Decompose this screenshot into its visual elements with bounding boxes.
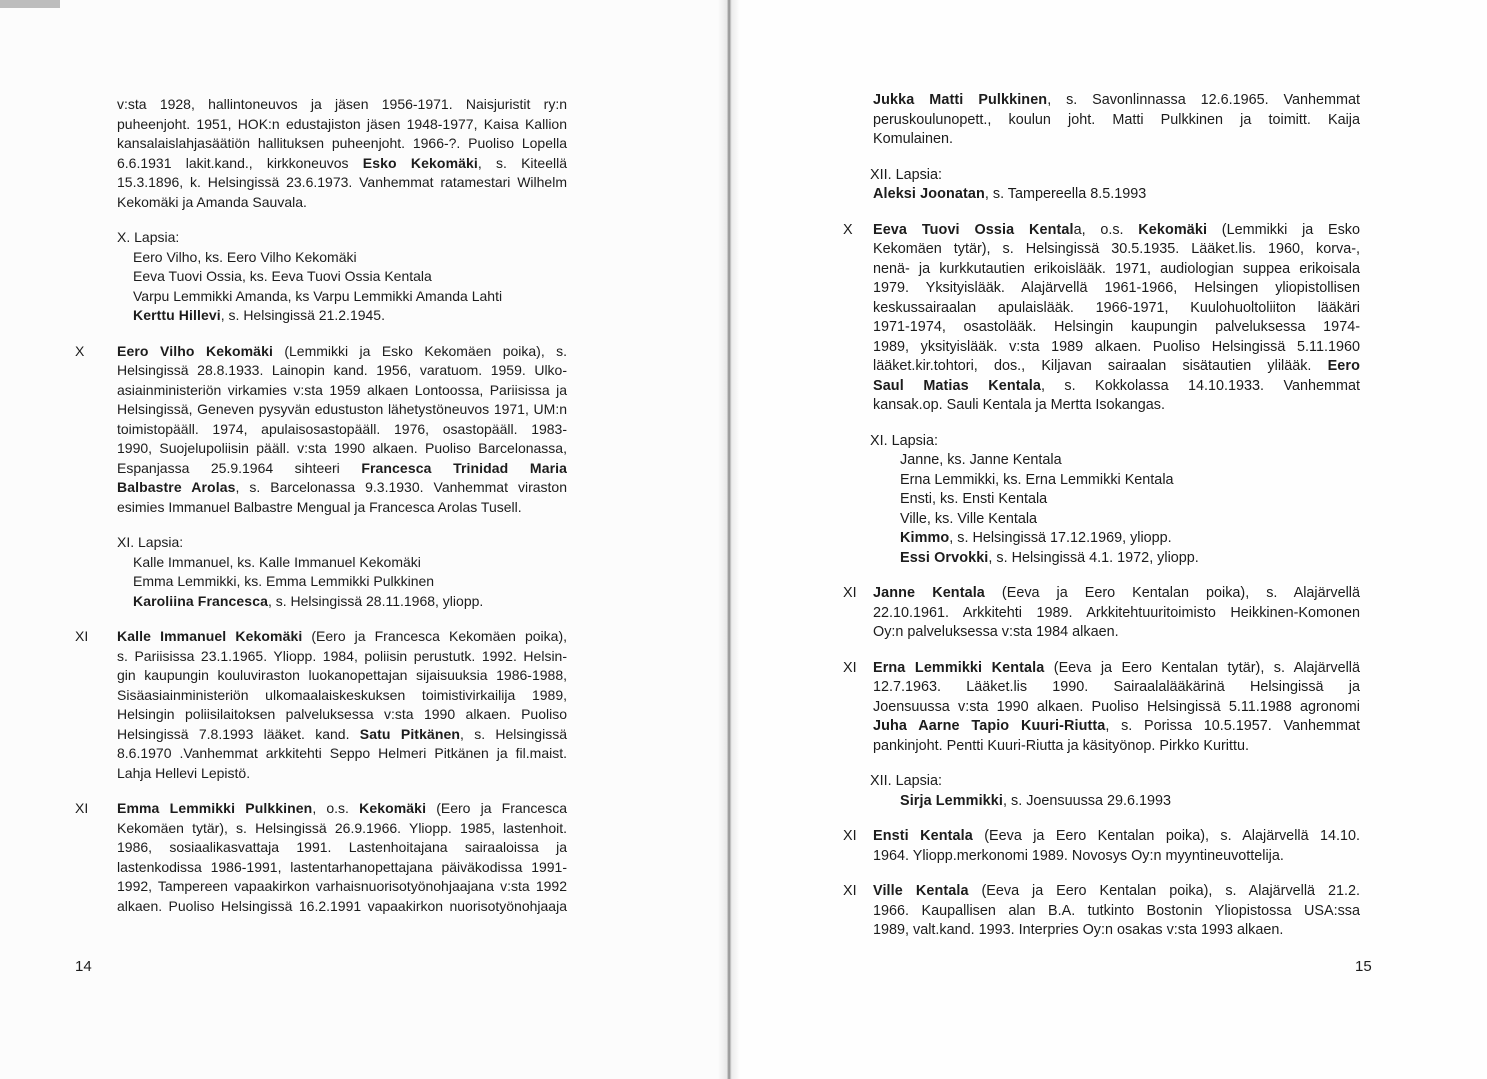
text-line: esimies Immanuel Balbastre Mengual ja Francesca Arolas Tusell.	[117, 498, 522, 515]
text-run: , s. Tampereella 8.5.1993	[984, 186, 1147, 202]
bold-name: Kerttu Hillevi	[133, 307, 221, 323]
bold-name: Janne Kentala	[873, 585, 985, 601]
text-line	[873, 827, 1360, 847]
children-heading: X. Lapsia:	[117, 229, 180, 245]
bold-name: Karoliina Francesca	[133, 592, 268, 609]
text-line: 1964. Yliopp.merkonomi 1989. Novosys Oy:n myyntineuvottelija.	[873, 847, 1284, 864]
text-line: Helsingissä 28.8.1933. Lainopin kand. 1956, varatuom. 1959. Ulko-	[117, 362, 567, 378]
page-number: 14	[75, 958, 92, 975]
text-run: (Eeva ja Eero Kentalan poika), s. Alajärvellä	[984, 585, 1361, 601]
text-line	[873, 659, 1360, 679]
text-line	[873, 221, 1360, 241]
text-line: kansak.op. Sauli Kentala ja Mertta Isokangas.	[873, 397, 1165, 413]
child-item	[873, 792, 1360, 812]
bold-name: Satu Pitkänen	[359, 725, 461, 742]
children-heading: XII. Lapsia:	[870, 773, 942, 789]
text-run: (Lemmikki ja Esko Kekomäen poika), s.	[272, 342, 568, 359]
text-run: a, o.s.	[1073, 221, 1139, 238]
genealogy-entry	[843, 584, 1361, 643]
bold-name: Jukka Matti Pulkkinen	[873, 92, 1048, 108]
text-line: Lahja Hellevi Lepistö.	[117, 764, 251, 781]
text-line: alkaen. Puoliso Helsingissä 16.2.1991 vapaakirkon nuorisotyönohjaaja	[117, 897, 567, 914]
text-line: 1990, Suojelupoliisin pääll. v:sta 1990 alkaen. Puoliso Barcelonassa,	[117, 440, 567, 456]
bold-name: Ville Kentala	[873, 883, 969, 899]
bold-name: Erna Lemmikki Kentala	[873, 659, 1045, 676]
text-line: asiainministeriön virkamies v:sta 1959 alkaen Lontoossa, Pariisissa ja	[117, 381, 567, 398]
text-line: 1989, yksityislääk. v:sta 1989 alkaen. Puoliso Helsingissä 5.11.1960	[873, 338, 1360, 355]
text-line: Helsingin poliisilaitoksen palveluksessa v:sta 1990 alkaen. Puoliso	[117, 706, 567, 722]
text-line: 1979. Yksityislääk. Alajärvellä 1961-1966, Helsingen yliopistollisen	[873, 280, 1360, 296]
text-run: (Eero ja Francesca Kekomäen poika),	[302, 628, 567, 644]
text-line	[117, 725, 567, 745]
text-run: , s. Porissa 10.5.1957. Vanhemmat	[1105, 718, 1360, 734]
bold-name: Sirja Lemmikki	[900, 792, 1003, 809]
text-line	[873, 91, 1360, 111]
bold-name: Essi Orvokki	[900, 549, 989, 566]
children-heading: XII. Lapsia:	[870, 166, 942, 183]
text-line: toimistopääll. 1974, apulaisosastopääll. 1976, osastopääll. 1983-	[117, 420, 567, 437]
text-line: kansalaislahjasäätiön hallituksen puheenjoht. 1966-?. Puoliso Lopella	[117, 135, 567, 151]
text-line: pankinjoht. Pentti Kuuri-Riutta ja käsityönop. Pirkko Kurittu.	[873, 737, 1249, 754]
generation-marker: XI	[843, 659, 857, 676]
bold-name: Kimmo	[900, 530, 950, 546]
child-item: Janne, ks. Janne Kentala	[900, 452, 1062, 468]
text-line	[873, 584, 1360, 604]
generation-marker: XI	[843, 883, 857, 899]
text-run: (Eeva ja Eero Kentalan tytär), s. Alajärvellä	[1044, 659, 1360, 676]
text-line	[117, 627, 567, 647]
text-line: lastenkodissa 1986-1991, lastentarhanopettajana päiväkodissa 1991-	[117, 858, 567, 875]
text-line: Oy:n palveluksessa v:sta 1984 alkaen.	[873, 624, 1119, 640]
text-line: puheenjoht. 1951, HOK:n edustajiston jäsen 1948-1977, Kaisa Kallion	[117, 115, 567, 132]
children-heading: XI. Lapsia:	[870, 432, 938, 449]
text-line: v:sta 1928, hallintoneuvos ja jäsen 1956-1971. Naisjuristit ry:n	[117, 96, 567, 112]
children-list	[117, 228, 567, 326]
text-line: 22.10.1961. Arkkitehti 1989. Arkkitehtuuritoimisto Heikkinen-Komonen	[873, 604, 1360, 621]
genealogy-entry	[75, 799, 567, 916]
text-run: , s. Helsingissä	[460, 725, 567, 742]
genealogy-entry	[843, 882, 1360, 941]
text-line	[873, 377, 1360, 397]
text-run: 6.6.1931 lakit.kand., kirkkoneuvos	[117, 154, 363, 171]
bold-name: Emma Lemmikki Pulkkinen	[117, 800, 313, 816]
book-spine	[718, 0, 740, 1079]
bold-name: Kekomäki	[1138, 221, 1208, 238]
left-page	[0, 0, 728, 1079]
bold-name: Francesca Trinidad Maria	[361, 459, 568, 476]
child-item: Varpu Lemmikki Amanda, ks Varpu Lemmikki Amanda Lahti	[133, 287, 503, 304]
child-item: Emma Lemmikki, ks. Emma Lemmikki Pulkkinen	[133, 573, 435, 589]
bold-name: Balbastre Arolas	[117, 479, 236, 495]
generation-marker: XI	[843, 585, 857, 601]
text-run: , s. Joensuussa 29.6.1993	[1003, 792, 1172, 809]
text-line	[873, 882, 1360, 902]
bold-name: Esko Kekomäki	[362, 154, 478, 171]
text-line: Sisäasiainministeriön ulkomaalaiskeskuksen toimistivirkailija 1989,	[117, 686, 567, 703]
text-line: 1971-1974, osastolääk. Helsingin kaupungin palveluksessa 1974-	[873, 319, 1360, 335]
bold-name: Eeva Tuovi Ossia Kental	[873, 221, 1074, 238]
genealogy-entry	[75, 342, 568, 518]
children-heading: XI. Lapsia:	[117, 534, 184, 550]
children-list	[870, 772, 1360, 811]
generation-marker: XI	[843, 828, 857, 844]
bold-name: Aleksi Joonatan	[873, 186, 985, 202]
text-run: , s. Savonlinnassa 12.6.1965. Vanhemmat	[1047, 92, 1361, 108]
text-line	[873, 717, 1360, 737]
text-run: (Eeva ja Eero Kentalan poika), s. Alajärvellä 21.2.	[968, 883, 1360, 899]
text-line: 15.3.1896, k. Helsingissä 23.6.1973. Vanhemmat ratamestari Wilhelm	[117, 174, 567, 190]
text-run: , s. Helsingissä 4.1. 1972, yliopp.	[988, 549, 1199, 566]
child-item	[873, 529, 1360, 549]
text-line	[117, 459, 567, 479]
right-page-text	[843, 91, 1361, 957]
scan-edge	[0, 0, 60, 8]
text-line: 1992, Tampereen vapaakirkon varhaisnuorisotyönohjaajana v:sta 1992	[117, 878, 567, 894]
child-item: Erna Lemmikki, ks. Erna Lemmikki Kentala	[900, 471, 1174, 488]
text-line	[873, 357, 1360, 377]
generation-marker: XI	[75, 628, 89, 644]
text-line: Joensuussa v:sta 1990 alkaen. Puoliso Helsingissä 5.11.1988 agronomi	[873, 698, 1360, 715]
genealogy-entry	[843, 221, 1361, 416]
text-run: Espanjassa 25.9.1964 sihteeri	[117, 459, 362, 476]
genealogy-entry	[843, 659, 1360, 757]
text-line: gin kaupungin kouluviraston luokanopettajan sijaisuuksia 1986-1988,	[117, 667, 567, 683]
page-number: 15	[1355, 958, 1372, 975]
generation-marker: X	[843, 221, 853, 238]
child-item: Ville, ks. Ville Kentala	[900, 510, 1038, 527]
child-item	[117, 306, 567, 326]
children-list	[870, 166, 1360, 205]
child-item	[117, 592, 567, 612]
text-line: Kekomäki ja Amanda Sauvala.	[117, 193, 307, 210]
bold-name: Juha Aarne Tapio Kuuri-Riutta	[873, 718, 1106, 734]
genealogy-entry	[873, 91, 1360, 150]
text-run: , s. Kiteellä	[477, 154, 568, 171]
text-line	[117, 799, 567, 819]
text-line	[117, 342, 567, 362]
text-run: , s. Barcelonassa 9.3.1930. Vanhemmat viraston	[235, 479, 568, 495]
right-page	[728, 0, 1487, 1079]
text-line: 1966. Kaupallisen alan B.A. tutkinto Bostonin Yliopistossa USA:ssa	[873, 902, 1360, 919]
child-item: Eeva Tuovi Ossia, ks. Eeva Tuovi Ossia Kentala	[133, 268, 432, 284]
text-line	[117, 478, 567, 498]
text-line: Kekomäen tytär), s. Helsingissä 26.9.1966. Yliopp. 1985, lastenhoit.	[117, 819, 567, 836]
text-run: (Eero ja Francesca	[426, 800, 567, 816]
child-item	[873, 549, 1360, 569]
generation-marker: XI	[75, 800, 89, 816]
text-line: 1986, sosiaalikasvattaja 1991. Lastenhoitajana sairaaloissa ja	[117, 839, 567, 855]
text-run: , o.s.	[312, 800, 360, 816]
bold-name: Eero Vilho Kekomäki	[117, 342, 273, 359]
text-run: , s. Helsingissä 28.11.1968, yliopp.	[267, 592, 484, 609]
text-run: , s. Helsingissä 17.12.1969, yliopp.	[949, 530, 1172, 546]
text-run: , s. Kokkolassa 14.10.1933. Vanhemmat	[1040, 377, 1360, 394]
child-item: Ensti, ks. Ensti Kentala	[900, 491, 1048, 507]
text-line: Komulainen.	[873, 131, 953, 147]
left-page-text	[75, 95, 568, 932]
bold-name: Eero	[1327, 358, 1360, 374]
bold-name: Saul Matias Kentala	[873, 377, 1041, 394]
children-list	[870, 432, 1360, 569]
genealogy-entry	[75, 627, 567, 783]
text-line: peruskoulunopett., koulun joht. Matti Pulkkinen ja toimitt. Kaija	[873, 111, 1360, 128]
text-run: , s. Helsingissä 21.2.1945.	[220, 307, 385, 323]
text-line: keskussairaalan apulaislääk. 1966-1971, Kuulohuoltoliiton lääkäri	[873, 299, 1360, 316]
text-line: 1989, valt.kand. 1993. Interpries Oy:n osakas v:sta 1993 alkaen.	[873, 922, 1284, 938]
genealogy-entry	[117, 95, 567, 212]
bold-name: Ensti Kentala	[873, 828, 973, 844]
genealogy-entry	[843, 827, 1360, 866]
text-line	[117, 154, 567, 174]
text-run: (Lemmikki ja Esko	[1207, 221, 1361, 238]
child-item	[873, 185, 1360, 205]
text-run: Helsingissä 7.8.1993 lääket. kand.	[117, 725, 360, 742]
child-item: Kalle Immanuel, ks. Kalle Immanuel Kekomäki	[133, 553, 421, 570]
text-line: nenä- ja kurkkutautien erikoislääk. 1971, audiologian suppea erikoisala	[873, 260, 1360, 277]
text-line: Helsingissä, Geneven pysyvän edustuston lähetystöneuvos 1971, UM:n	[117, 401, 567, 417]
children-list	[117, 533, 567, 611]
text-run: (Eeva ja Eero Kentalan poika), s. Alajärvellä 14.10.	[972, 828, 1360, 844]
bold-name: Kalle Immanuel Kekomäki	[117, 628, 303, 644]
text-line: 8.6.1970 .Vanhemmat arkkitehti Seppo Helmeri Pitkänen ja fil.maist.	[117, 745, 567, 761]
child-item: Eero Vilho, ks. Eero Vilho Kekomäki	[133, 248, 357, 265]
text-line: 12.7.1963. Lääket.lis 1990. Sairaalalääkärinä Helsingissä ja	[873, 679, 1360, 695]
text-line: s. Pariisissa 23.1.1965. Yliopp. 1984, poliisin perustutk. 1992. Helsin-	[117, 647, 567, 664]
bold-name: Kekomäki	[359, 800, 427, 816]
text-run: lääket.kir.tohtori, dos., Kiljavan sairaalan sisätautien ylilääk.	[873, 358, 1328, 374]
generation-marker: X	[75, 342, 85, 359]
text-line: Kekomäen tytär), s. Helsingissä 30.5.1935. Lääket.lis. 1960, korva-,	[873, 241, 1360, 257]
